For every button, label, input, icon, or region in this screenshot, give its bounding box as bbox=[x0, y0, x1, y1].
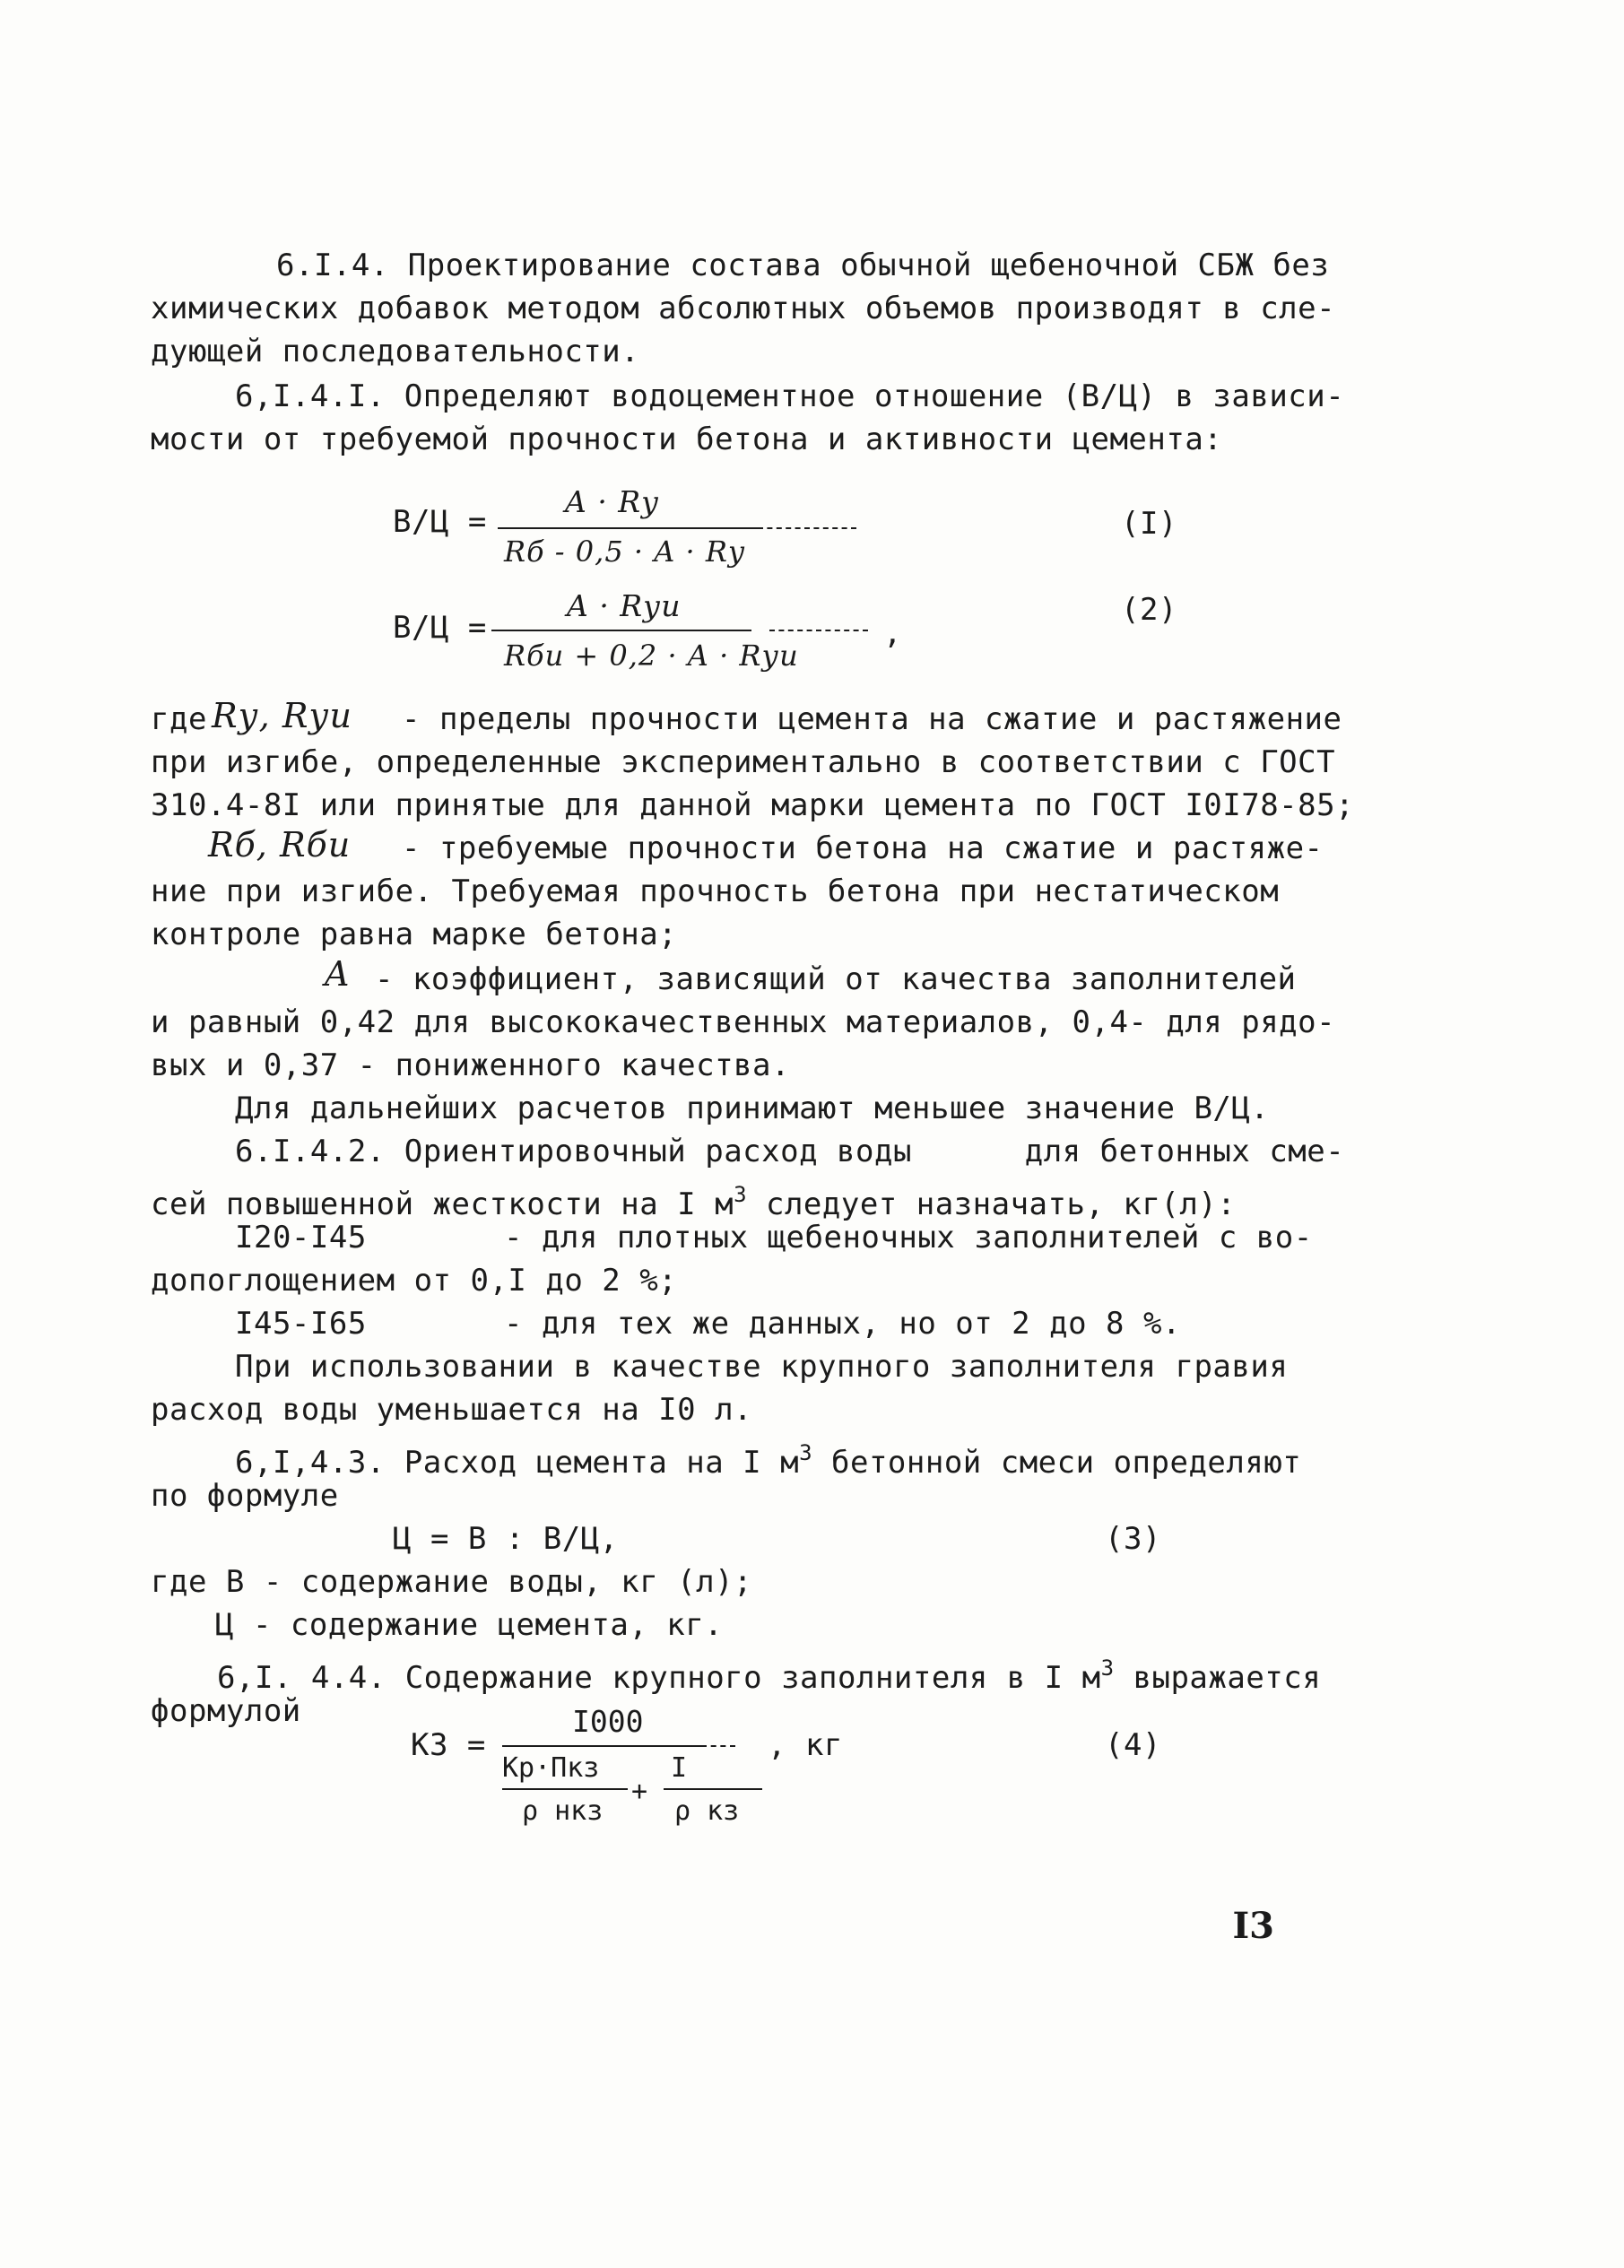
para-6-1-4-3-line1 bbox=[235, 1431, 1301, 1484]
formula-3: Ц = В : В/Ц, bbox=[393, 1521, 619, 1557]
para-6-1-4-4-line1 bbox=[217, 1647, 1321, 1699]
para-6-1-4-line3: дующей последовательности. bbox=[151, 334, 640, 369]
def-rb-text: - требуемые прочности бетона на сжатие и растяже- bbox=[402, 830, 1324, 866]
gravel-line2: расход воды уменьшается на I0 л. bbox=[151, 1392, 753, 1428]
def-ry-symbols: Rу, Rуи bbox=[212, 696, 352, 735]
def-a-line3: вых и 0,37 - пониженного качества. bbox=[151, 1047, 790, 1083]
para-6-1-4-3-line1-b: бетонной смеси определяют bbox=[812, 1445, 1302, 1481]
formula-4-sub-numerator-2: I bbox=[671, 1752, 688, 1784]
formula-4-sub-bar-2 bbox=[664, 1788, 762, 1790]
formula-4-number: (4) bbox=[1105, 1727, 1161, 1763]
para-6-1-4-4-line1-sup: 3 bbox=[1100, 1655, 1115, 1681]
para-6-1-4-2-line2-a: сей повышенной жесткости на I м bbox=[151, 1186, 734, 1222]
formula-1-numerator: A · Rу bbox=[565, 484, 660, 519]
formula-4-dash bbox=[673, 1745, 735, 1747]
formula-2-number: (2) bbox=[1121, 592, 1177, 628]
para-6-1-4-3-line1-sup: 3 bbox=[799, 1440, 813, 1465]
para-6-1-4-line2: химических добавок методом абсолютных объемов производят в сле- bbox=[151, 291, 1336, 326]
formula-4-sub-denominator-1: ρ нкз bbox=[522, 1795, 604, 1827]
para-6-1-4-1-line2: мости от требуемой прочности бетона и активности цемента: bbox=[151, 421, 1223, 457]
formula-4-sub-numerator-1: Кр·Пкз bbox=[502, 1752, 600, 1784]
range2-value: I45-I65 bbox=[235, 1306, 367, 1342]
gravel-line1: При использовании в качестве крупного заполнителя гравия bbox=[235, 1349, 1289, 1385]
para-6-1-4-3-line1-a: 6,I,4.3. Расход цемента на I м bbox=[235, 1445, 800, 1481]
formula-2-numerator: A · Rуи bbox=[567, 588, 682, 623]
def-rb-symbols: Rб, Rби bbox=[208, 825, 352, 865]
para-6-1-4-1-line1: 6,I.4.I. Определяют водоцементное отношение (В/Ц) в зависи- bbox=[235, 378, 1345, 414]
where-water: где В - содержание воды, кг (л); bbox=[151, 1564, 753, 1600]
def-ry-line3: 310.4-8I или принятые для данной марки цемента по ГОСТ I0I78-85; bbox=[151, 787, 1355, 823]
formula-4-lhs: КЗ = bbox=[411, 1727, 486, 1763]
formula-4-numerator: I000 bbox=[572, 1704, 644, 1739]
formula-1-number: (I) bbox=[1121, 506, 1177, 542]
range1-value: I20-I45 bbox=[235, 1220, 367, 1256]
para-6-1-4-2-line1: 6.I.4.2. Ориентировочный расход воды для бетонных сме- bbox=[235, 1134, 1345, 1169]
formula-1-fraction-bar bbox=[498, 527, 758, 529]
para-6-1-4-4-line1-a: 6,I. 4.4. Содержание крупного заполнителя в I м bbox=[217, 1660, 1101, 1696]
def-rb-line2: ние при изгибе. Требуемая прочность бетона при нестатическом bbox=[151, 873, 1280, 909]
def-rb-line3: контроле равна марке бетона; bbox=[151, 917, 678, 952]
para-6-1-4-line1: 6.I.4. Проектирование состава обычной щебеночной СБЖ без bbox=[276, 248, 1330, 283]
formula-1-lhs: В/Ц = bbox=[393, 504, 487, 540]
formula-4-plus: + bbox=[631, 1776, 648, 1807]
def-ry-prefix: где bbox=[151, 701, 207, 737]
formula-1-denominator: Rб - 0,5 · A · Rу bbox=[504, 534, 746, 569]
def-a-symbol: A bbox=[325, 954, 351, 994]
formula-4-unit: , кг bbox=[768, 1727, 843, 1763]
para-6-1-4-4-line2: формулой bbox=[151, 1693, 301, 1729]
formula-4-sub-denominator-2: ρ кз bbox=[674, 1795, 740, 1827]
where-cement: Ц - содержание цемента, кг. bbox=[215, 1607, 724, 1643]
formula-2-comma: , bbox=[883, 615, 902, 651]
para-6-1-4-2-line2-b: следует назначать, кг(л): bbox=[747, 1186, 1237, 1222]
formula-4-sub-bar-1 bbox=[502, 1788, 628, 1790]
def-ry-text: - пределы прочности цемента на сжатие и растяжение bbox=[402, 701, 1342, 737]
def-note: Для дальнейших расчетов принимают меньшее значение В/Ц. bbox=[235, 1091, 1270, 1126]
para-6-1-4-2-line2-sup: 3 bbox=[734, 1182, 748, 1207]
range1-line2: допоглощением от 0,I до 2 %; bbox=[151, 1263, 678, 1299]
formula-2-fraction-bar bbox=[491, 630, 751, 631]
def-a-line2: и равный 0,42 для высококачественных материалов, 0,4- для рядо- bbox=[151, 1004, 1336, 1040]
para-6-1-4-4-line1-b: выражается bbox=[1114, 1660, 1322, 1696]
def-ry-line2: при изгибе, определенные экспериментально в соответствии с ГОСТ bbox=[151, 744, 1336, 780]
formula-3-number: (3) bbox=[1105, 1521, 1161, 1557]
formula-2-denominator: Rби + 0,2 · A · Rуи bbox=[504, 639, 799, 673]
def-a-text: - коэффициент, зависящий от качества заполнителей bbox=[375, 961, 1297, 997]
range2-text: - для тех же данных, но от 2 до 8 %. bbox=[504, 1306, 1181, 1342]
page-number: I3 bbox=[1232, 1905, 1274, 1947]
range1-text: - для плотных щебеночных заполнителей с во- bbox=[504, 1220, 1313, 1256]
formula-2-lhs: В/Ц = bbox=[393, 610, 487, 646]
para-6-1-4-3-line2: по формуле bbox=[151, 1478, 339, 1514]
formula-1-dash bbox=[758, 527, 856, 529]
formula-2-dash bbox=[769, 630, 868, 631]
